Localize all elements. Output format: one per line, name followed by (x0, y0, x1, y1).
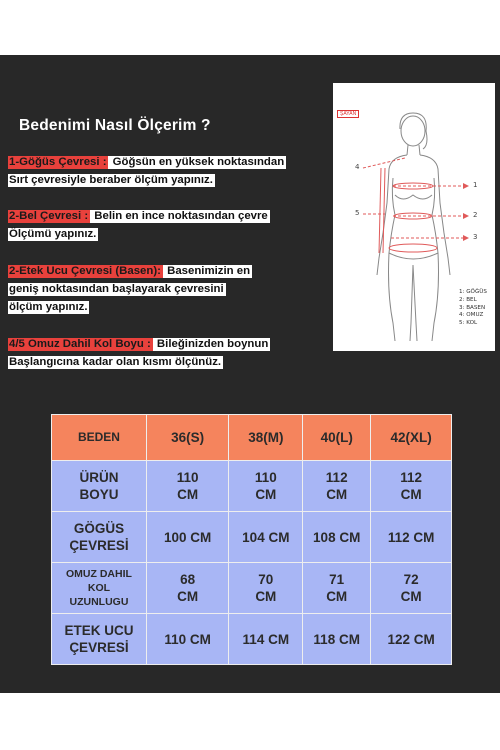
legend-item: 2: BEL (459, 296, 477, 303)
table-cell: 100 CM (146, 512, 228, 563)
section-text: ölçüm yapınız. (9, 301, 88, 313)
table-header-row (52, 415, 452, 461)
table-cell: 70 CM (229, 563, 303, 614)
table-cell: 114 CM (229, 614, 303, 665)
marker-4: 4 (355, 163, 360, 171)
table-cell: 68 CM (146, 563, 228, 614)
table-cell: 71 CM (303, 563, 371, 614)
header-cell: 38(M) (229, 415, 303, 461)
table-cell: 110 CM (146, 461, 228, 512)
marker-5: 5 (355, 209, 360, 217)
size-guide-panel (0, 55, 500, 693)
table-row (52, 461, 452, 512)
section-text: Bileğinizden boynun (153, 338, 269, 350)
table-cell: 110 CM (229, 461, 303, 512)
row-label: ETEK UCU ÇEVRESİ (52, 614, 147, 665)
page-title: Bedenimi Nasıl Ölçerim ? (19, 117, 211, 134)
body-measurement-figure (333, 83, 495, 351)
legend-item: 5: KOL (459, 320, 478, 327)
section-text: Göğsün en yüksek noktasından (109, 156, 285, 168)
section-text: Basenimizin en (163, 265, 251, 277)
table-cell: 118 CM (303, 614, 371, 665)
size-chart-table (51, 414, 452, 665)
section-text: Sırt çevresiyle beraber ölçüm yapınız. (9, 174, 213, 186)
table-row (52, 614, 452, 665)
table-cell: 72 CM (371, 563, 452, 614)
table-cell: 112 CM (371, 512, 452, 563)
measurement-legend (459, 289, 487, 328)
row-label: ÜRÜN BOYU (52, 461, 147, 512)
marker-3: 3 (473, 233, 478, 241)
row-label: OMUZ DAHIL KOL UZUNLUGU (52, 563, 147, 614)
measure-section-hip (8, 262, 252, 316)
marker-1: 1 (473, 181, 478, 189)
section-heading: 4/5 Omuz Dahil Kol Boyu : (9, 338, 151, 350)
section-text: Ölçümü yapınız. (9, 228, 97, 240)
marker-2: 2 (473, 211, 478, 219)
section-heading: 2-Bel Çevresi : (9, 210, 89, 222)
table-row (52, 512, 452, 563)
section-heading: 2-Etek Ucu Çevresi (Basen): (9, 265, 161, 277)
section-text: Başlangıcına kadar olan kısmı ölçünüz. (9, 356, 222, 368)
table-cell: 112 CM (371, 461, 452, 512)
brand-label: ŞAYAN (337, 110, 359, 118)
header-cell: 42(XL) (371, 415, 452, 461)
header-cell: 40(L) (303, 415, 371, 461)
table-cell: 110 CM (146, 614, 228, 665)
measure-section-sleeve (8, 335, 270, 371)
section-text: Belin en ince noktasından çevre (91, 210, 268, 222)
section-text: geniş noktasından başlayarak çevresini (9, 283, 224, 295)
table-cell: 108 CM (303, 512, 371, 563)
legend-item: 4: OMUZ (459, 312, 484, 319)
section-heading: 1-Göğüs Çevresi : (9, 156, 107, 168)
table-cell: 112 CM (303, 461, 371, 512)
table-cell: 122 CM (371, 614, 452, 665)
table-row (52, 563, 452, 614)
header-cell: 36(S) (146, 415, 228, 461)
table-cell: 104 CM (229, 512, 303, 563)
row-label: GÖGÜS ÇEVRESİ (52, 512, 147, 563)
measure-section-chest (8, 153, 286, 189)
measure-section-waist (8, 207, 270, 243)
legend-item: 1: GÖĞÜS (459, 289, 487, 295)
header-cell: BEDEN (52, 415, 147, 461)
legend-item: 3: BASEN (459, 304, 486, 311)
